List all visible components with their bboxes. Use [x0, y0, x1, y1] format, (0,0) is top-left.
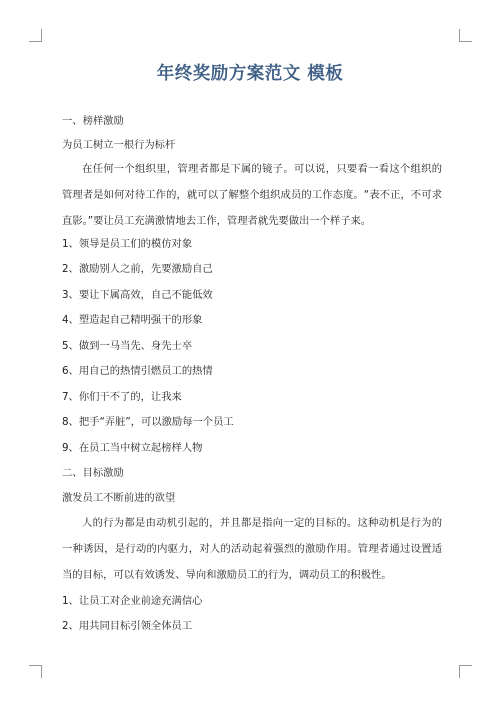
- crop-mark-top-right: [459, 29, 472, 42]
- list-item: 5、做到一马当先、身先士卒: [62, 340, 193, 352]
- section-heading: 二、目标激励: [62, 467, 124, 479]
- section-paragraph: 在任何一个组织里，管理者都是下属的镜子。可以说，只要看一看这个组织的管理者是如何对待工作的，就可以了解整个组织成员的工作态度。“表不正，不可求直影。”要让员工充满激情地去工作，管理者就先要做出一个样子来。: [62, 163, 442, 227]
- section-subheading: 为员工树立一根行为标杆: [62, 139, 176, 151]
- section-subheading: 激发员工不断前进的欲望: [62, 492, 176, 504]
- section-paragraph: 人的行为都是由动机引起的，并且都是指向一定的目标的。这种动机是行为的一种诱因，是行动的内驱力，对人的活动起着强烈的激励作用。管理者通过设置适当的目标，可以有效诱发、导向和激励员工的行为，调动员工的积极性。: [62, 517, 442, 581]
- section-heading: 一、榜样激励: [62, 115, 124, 127]
- list-item: 3、要让下属高效，自己不能低效: [62, 289, 213, 301]
- list-item: 4、塑造起自己精明强干的形象: [62, 314, 203, 326]
- list-item: 9、在员工当中树立起榜样人物: [62, 442, 203, 454]
- document-title: 年终奖励方案范文 模板: [156, 64, 344, 84]
- list-item: 6、用自己的热情引燃员工的热情: [62, 365, 213, 377]
- crop-mark-top-left: [29, 29, 42, 42]
- crop-mark-bottom-right: [459, 665, 472, 678]
- list-item: 2、用共同目标引领全体员工: [62, 620, 193, 632]
- list-item: 1、让员工对企业前途充满信心: [62, 595, 203, 607]
- crop-mark-bottom-left: [29, 665, 42, 678]
- list-item: 7、你们干不了的，让我来: [62, 391, 182, 403]
- list-item: 2、激励别人之前，先要激励自己: [62, 263, 213, 275]
- list-item: 8、把手“弄脏”，可以激励每一个员工: [62, 416, 234, 428]
- list-item: 1、领导是员工们的模仿对象: [62, 238, 193, 250]
